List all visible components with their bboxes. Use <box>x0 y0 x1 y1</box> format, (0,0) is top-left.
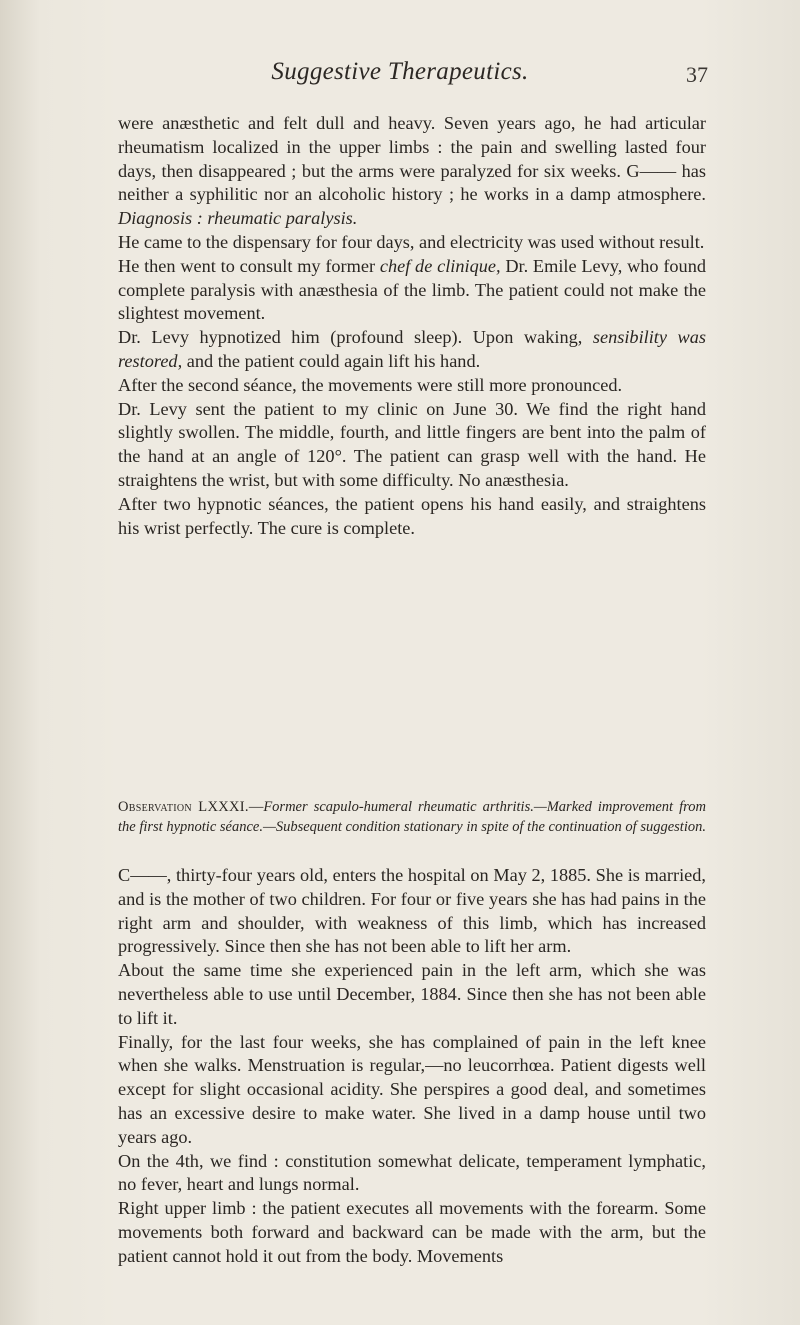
paragraph-text: and the patient could again lift his hand. <box>182 350 481 371</box>
case-continuation <box>118 112 706 540</box>
emphasis-text: chef de clinique, <box>379 255 501 276</box>
paragraph: On the 4th, we find : constitution somewhat delicate, temperament lymphatic, no fever, heart and lungs normal. <box>118 1150 706 1195</box>
paragraph: Dr. Levy sent the patient to my clinic on June 30. We find the right hand slightly swollen. The middle, fourth, and little fingers are bent into the palm of the hand at an angle of 120°. The patient can grasp well with the hand. He straightens the wrist, but with some difficulty. No anæsthesia. <box>118 398 706 490</box>
paragraph-text: Dr. Emile Levy, who found complete paralysis with anæsthesia of the limb. The patient could not make the slightest movement. <box>118 255 706 324</box>
paragraph: Finally, for the last four weeks, she has complained of pain in the left knee when she walks. Menstruation is regular,—no leucorrhœa. Patient digests well except for slight occasional acidity. She perspires a good deal, and sometimes has an excessive desire to make water. She lived in a damp house until two years ago. <box>118 1031 706 1147</box>
paragraph <box>118 326 706 374</box>
page-header <box>0 58 800 98</box>
observation-label: Observation LXXXI. <box>118 799 249 815</box>
paragraph: C——, thirty-four years old, enters the hospital on May 2, 1885. She is married, and is the mother of two children. For four or five years she has had pains in the right arm and shoulder, with weakness of this limb, which has increased progressively. Since then she has not been able to lift her arm. <box>118 865 706 957</box>
paragraph: He came to the dispensary for four days, and electricity was used without result. <box>118 231 705 252</box>
observation-title: Former scapulo-humeral rheumatic arthritis.—Marked improvement from the first hypnotic séance.—Subsequent condition stationary in spite of the continuation of suggestion. <box>118 799 706 835</box>
diagnosis-text: Diagnosis : rheumatic paralysis. <box>118 208 358 229</box>
paragraph-text: Dr. Levy hypnotized him (profound sleep). Upon waking, <box>118 327 593 348</box>
paragraph <box>118 112 706 231</box>
paragraph: After two hypnotic séances, the patient opens his hand easily, and straightens his wrist perfectly. The cure is complete. <box>118 493 706 538</box>
emphasis-text: sensibility was restored, <box>118 327 706 371</box>
running-head: Suggestive Therapeutics. <box>271 58 529 85</box>
paragraph <box>118 255 706 326</box>
observation-body <box>118 864 706 1269</box>
page-number: 37 <box>686 62 708 87</box>
paragraph: Right upper limb : the patient executes all movements with the forearm. Some movements both forward and backward can be made with the arm, but the patient cannot hold it out from the body. Movements <box>118 1198 706 1266</box>
paragraph-text: were anæsthetic and felt dull and heavy. Seven years ago, he had articular rheumatism localized in the upper limbs : the pain and swelling lasted four days, then disappeared ; but the arms were paralyzed for six weeks. G—— has neither a syphilitic nor an alcoholic history ; he works in a damp atmosphere. <box>118 113 706 205</box>
paragraph: About the same time she experienced pain in the left arm, which she was nevertheless able to use until December, 1884. Since then she has not been able to lift it. <box>118 960 706 1028</box>
observation-heading <box>118 797 706 837</box>
observation-dash: — <box>248 799 264 815</box>
paragraph: After the second séance, the movements were still more pronounced. <box>118 374 623 395</box>
paragraph-text: He then went to consult my former <box>118 255 380 276</box>
